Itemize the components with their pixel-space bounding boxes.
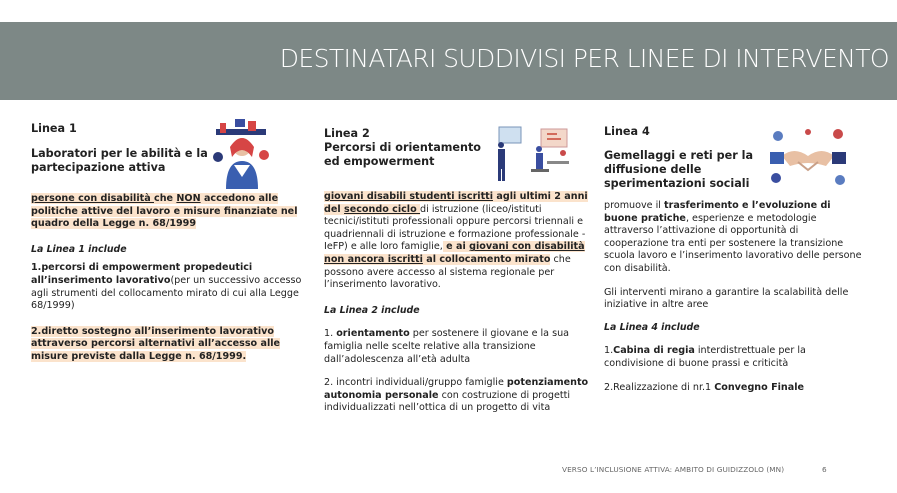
linea-2-item-2: 2. incontri individuali/gruppo famiglie potenziamento autonomia personale con costruzione di progetti individualizzati nell’ottica di un progetto di vita xyxy=(324,377,589,414)
page-number: 6 xyxy=(822,465,827,474)
linea-2-subtitle: Percorsi di orientamento ed empowerment xyxy=(324,141,481,168)
linea-1-item-1: 1.percorsi di empowerment propedeutici all’inserimento lavorativo(per un successivo accesso agli strumenti del collocamento mirato di cui alla Legge 68/1999) xyxy=(31,262,302,312)
linea-2-target: giovani disabili studenti iscritti agli ultimi 2 anni del secondo ciclo di istruzione (liceo/istituti tecnici/istituti professionali oppure percorsi triennali e quadriennali di istruzione e formazione professionale -IeFP) e alle loro famiglie, e ai giovani con disabilità non ancora iscritti al collocamento mirato che possono avere accesso al sistema regionale per l’inserimento lavorativo. xyxy=(324,191,588,291)
linea-1-target: persone con disabilità che NON accedono alle politiche attive del lavoro e misure finanziate nel quadro della Legge n. 68/1999 xyxy=(31,193,298,230)
linea-2-heading: Linea 2 xyxy=(324,127,370,140)
linea-1-column xyxy=(31,122,313,364)
linea-4-subtitle: Gemellaggi e reti per la diffusione delle sperimentazioni sociali xyxy=(604,149,754,190)
linea-1-item-2: 2.diretto sostegno all’inserimento lavorativo attraverso percorsi alternativi all’accesso alle misure previste dalla Legge n. 68/1999. xyxy=(31,325,281,362)
linea-2-include-label: La Linea 2 include xyxy=(324,304,420,316)
page-title: DESTINATARI SUDDIVISI PER LINEE DI INTERVENTO xyxy=(279,44,889,73)
linea-4-scalability: Gli interventi mirano a garantire la scalabilità delle iniziative in altre aree xyxy=(604,286,849,311)
linea-2-item-1: 1. orientamento per sostenere il giovane e la sua famiglia nelle scelte relative alla transizione dall’adolescenza all’età adulta xyxy=(324,328,570,365)
linea-2-column xyxy=(324,127,592,415)
footer-text: VERSO L’INCLUSIONE ATTIVA: AMBITO DI GUIDIZZOLO (MN) xyxy=(562,465,785,474)
linea-4-column xyxy=(604,125,862,394)
linea-4-item-1: 1.Cabina di regia interdistrettuale per la condivisione di buone prassi e criticità xyxy=(604,345,806,369)
title-banner xyxy=(0,22,897,100)
linea-4-item-2: 2.Realizzazione di nr.1 Convegno Finale xyxy=(604,381,805,393)
linea-4-description: promuove il trasferimento e l’evoluzione di buone pratiche, esperienze e metodologie attraverso l’attivazione di opportunità di cooperazione tra enti per sostenere la transizione scuola lavoro e l’inserimento lavorativo delle persone con disabilità. xyxy=(604,200,862,274)
linea-4-heading: Linea 4 xyxy=(604,125,650,138)
linea-1-include-label: La Linea 1 include xyxy=(31,243,127,255)
linea-1-heading: Linea 1 xyxy=(31,122,77,135)
linea-4-include-label: La Linea 4 include xyxy=(604,321,700,333)
linea-1-subtitle: Laboratori per le abilità e la partecipazione attiva xyxy=(31,147,208,174)
